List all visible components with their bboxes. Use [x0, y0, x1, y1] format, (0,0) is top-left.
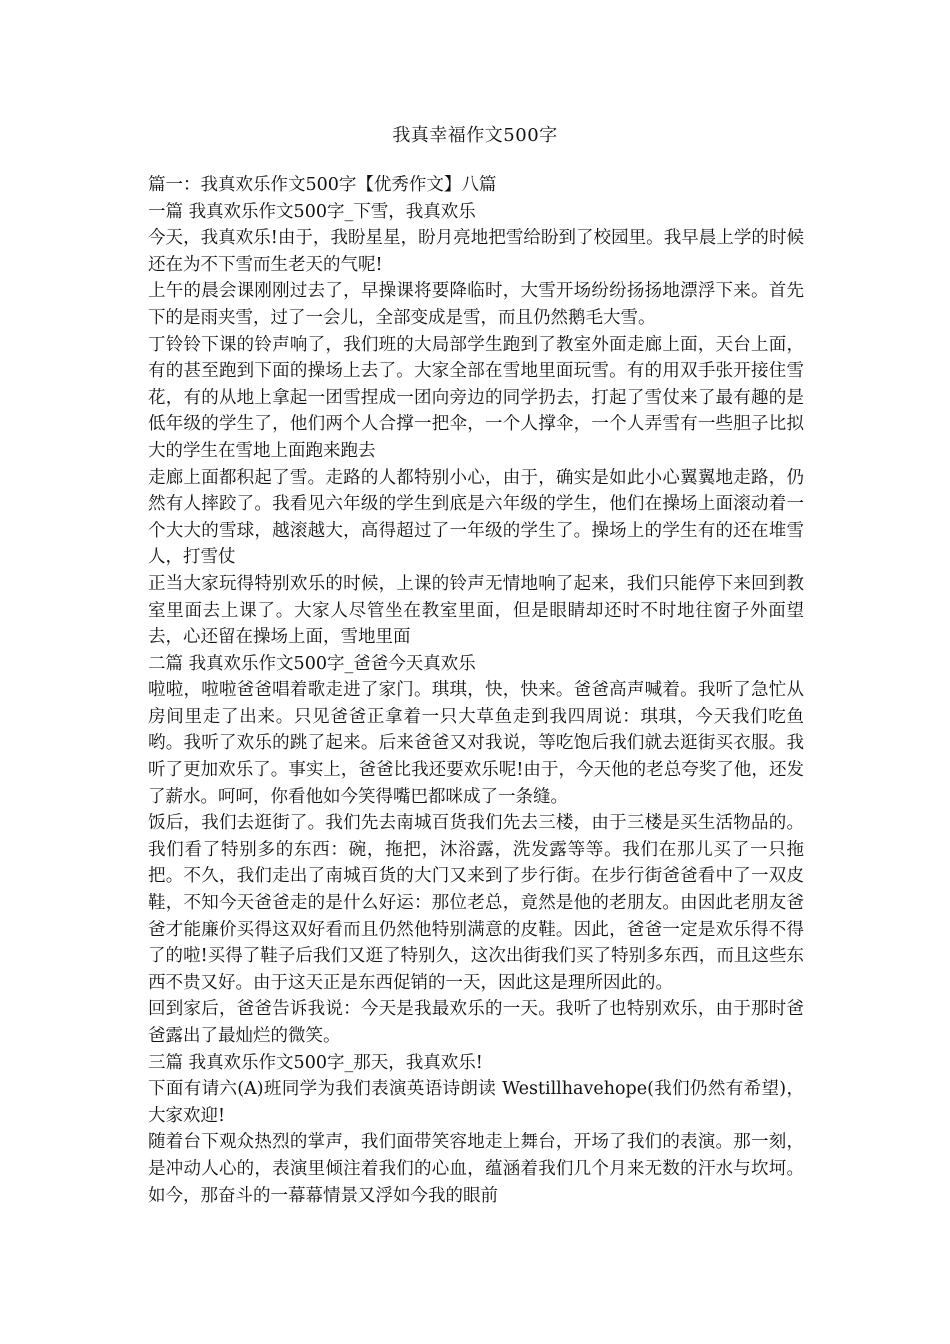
- body-paragraph: 啦啦，啦啦爸爸唱着歌走进了家门。琪琪，快，快来。爸爸高声喊着。我听了急忙从房间里走了出来。只见爸爸正拿着一只大草鱼走到我四周说：琪琪，今天我们吃鱼哟。我听了欢乐的跳了起来。后来爸爸又对我说，等吃饱后我们就去逛街买衣服。我听了更加欢乐了。事实上，爸爸比我还要欢乐呢!由于，今天他的老总夸奖了他，还发了薪水。呵呵，你看他如今笑得嘴巴都咪成了一条缝。: [148, 680, 804, 807]
- document-title: 我真幸福作文500字: [392, 125, 558, 146]
- article-heading: 一篇 我真欢乐作文500字_下雪，我真欢乐: [148, 201, 476, 222]
- body-paragraph: 正当大家玩得特别欢乐的时候，上课的铃声无情地响了起来，我们只能停下来回到教室里面去上课了。大家人尽管坐在教室里面，但是眼睛却还时不时地往窗子外面望去，心还留在操场上面，雪地里面: [148, 573, 804, 648]
- body-paragraph: 下面有请六(A)班同学为我们表演英语诗朗读 Westillhavehope(我们仍然有希望)，大家欢迎!: [148, 1079, 804, 1126]
- section-heading: 篇一：我真欢乐作文500字【优秀作文】八篇: [148, 175, 497, 195]
- article-heading: 三篇 我真欢乐作文500字_那天，我真欢乐!: [148, 1052, 483, 1073]
- body-paragraph: 今天，我真欢乐!由于，我盼星星，盼月亮地把雪给盼到了校园里。我早晨上学的时候还在为不下雪而生老天的气呢!: [148, 228, 804, 275]
- body-paragraph: 上午的晨会课刚刚过去了，早操课将要降临时，大雪开场纷纷扬扬地漂浮下来。首先下的是雨夹雪，过了一会儿，全部变成是雪，而且仍然鹅毛大雪。: [148, 281, 804, 328]
- article-heading: 二篇 我真欢乐作文500字_爸爸今天真欢乐: [148, 653, 476, 674]
- body-paragraph: 随着台下观众热烈的掌声，我们面带笑容地走上舞台，开场了我们的表演。那一刻，是冲动人心的，表演里倾注着我们的心血，蕴涵着我们几个月来无数的汗水与坎坷。如今，那奋斗的一幕幕情景又浮如今我的眼前: [148, 1132, 804, 1206]
- body-paragraph: 回到家后，爸爸告诉我说：今天是我最欢乐的一天。我听了也特别欢乐，由于那时爸爸露出了最灿烂的微笑。: [148, 999, 804, 1046]
- document-body: [148, 172, 804, 1209]
- body-paragraph: 走廊上面都积起了雪。走路的人都特别小心，由于，确实是如此小心翼翼地走路，仍然有人摔跤了。我看见六年级的学生到底是六年级的学生，他们在操场上面滚动着一个大大的雪球，越滚越大，高得超过了一年级的学生了。操场上的学生有的还在堆雪人，打雪仗: [148, 467, 804, 568]
- body-paragraph: 丁铃铃下课的铃声响了，我们班的大局部学生跑到了教室外面走廊上面，天台上面，有的甚至跑到下面的操场上去了。大家全部在雪地里面玩雪。有的用双手张开接住雪花，有的从地上拿起一团雪捏成一团向旁边的同学扔去，打起了雪仗来了最有趣的是低年级的学生了，他们两个人合撑一把伞，一个人撑伞，一个人弄雪有一些胆子比拟大的学生在雪地上面跑来跑去: [148, 334, 804, 461]
- body-paragraph: 饭后，我们去逛街了。我们先去南城百货我们先去三楼，由于三楼是买生活物品的。我们看了特别多的东西：碗，拖把，沐浴露，洗发露等等。我们在那儿买了一只拖把。不久，我们走出了南城百货的大门又来到了步行街。在步行街爸爸看中了一双皮鞋，不知今天爸爸走的是什么好运：那位老总，竟然是他的老朋友。由因此老朋友爸爸才能廉价买得这双好看而且仍然他特别满意的皮鞋。因此，爸爸一定是欢乐得不得了的啦!买得了鞋子后我们又逛了特别久，这次出街我们买了特别多东西，而且这些东西不贵又好。由于这天正是东西促销的一天，因此这是理所因此的。: [148, 813, 804, 993]
